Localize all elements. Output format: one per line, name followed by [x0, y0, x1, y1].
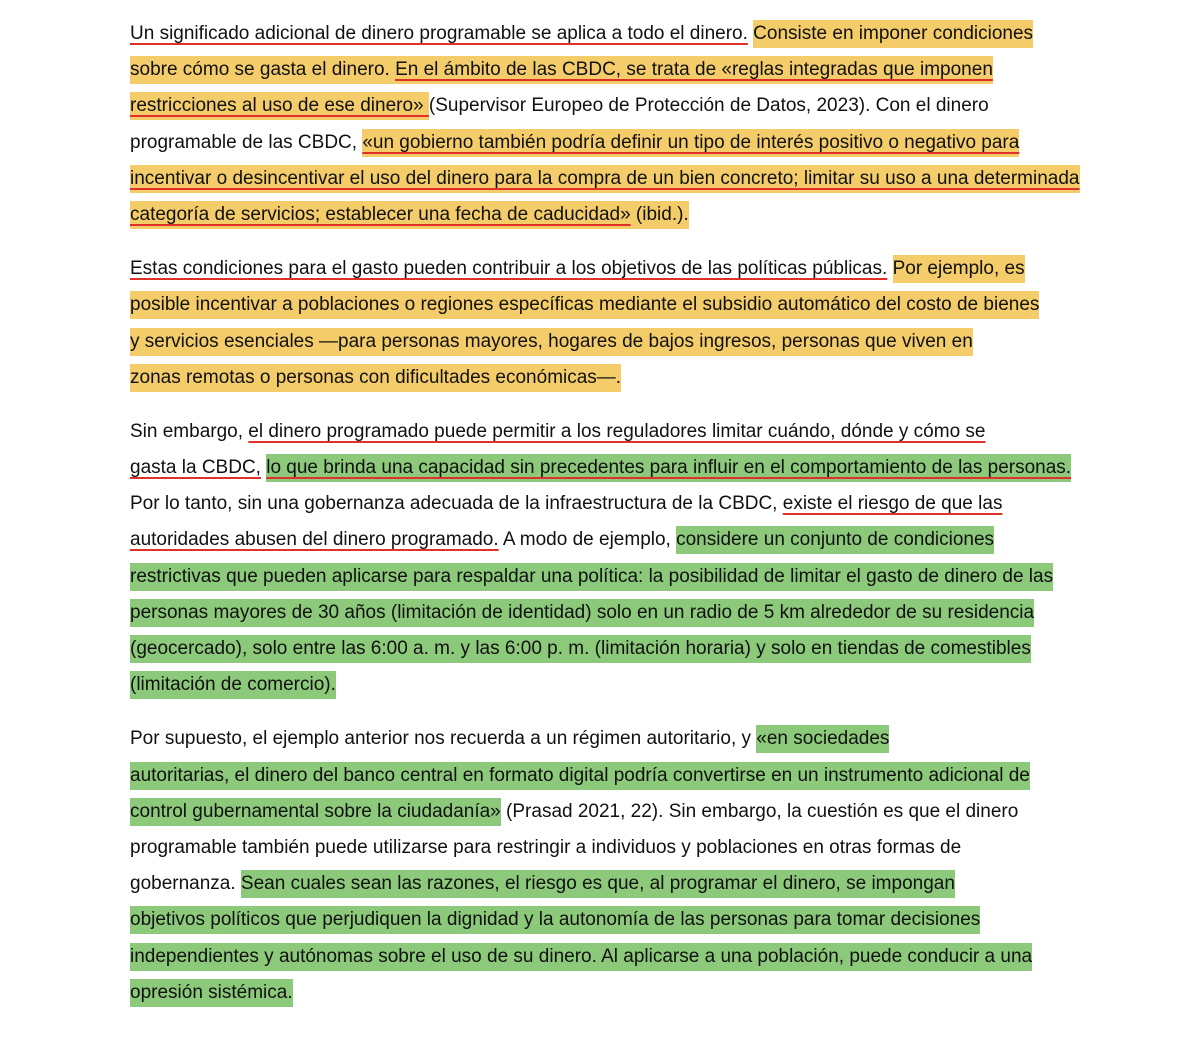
text-line — [130, 830, 1142, 866]
underlined-segment: el dinero programado puede permitir a los reguladores limitar cuándo, dónde y cómo se — [248, 420, 986, 442]
underlined-segment: existe el riesgo de que las — [782, 493, 1003, 515]
text-line — [130, 16, 1142, 52]
highlight-yellow-underlined-segment: restricciones al uso de ese dinero» — [130, 92, 429, 120]
text-segment: programable de las CBDC, — [130, 131, 363, 153]
text-line — [130, 161, 1142, 197]
highlight-green-segment: (geocercado), solo entre las 6:00 a. m. y las 6:00 p. m. (limitación horaria) y solo en tiendas de comestibles — [130, 635, 1031, 663]
highlight-green-segment: restrictivas que pueden aplicarse para respaldar una política: la posibilidad de limitar el gasto de dinero de las — [130, 563, 1053, 591]
text-line — [130, 88, 1142, 124]
highlight-yellow-underlined-segment: En el ámbito de las CBDC, se trata de «reglas integradas que imponen — [395, 56, 993, 84]
text-segment: Sin embargo, — [130, 420, 249, 442]
highlight-yellow-segment: (ibid.). — [631, 201, 689, 229]
highlight-green-segment: Sean cuales sean las razones, el riesgo es que, al programar el dinero, se impongan — [241, 870, 955, 898]
text-segment — [887, 255, 892, 283]
text-line — [130, 794, 1142, 830]
text-line — [130, 866, 1142, 902]
highlight-yellow-segment: sobre cómo se gasta el dinero. — [130, 56, 395, 84]
text-line — [130, 721, 1142, 757]
highlight-green-segment: opresión sistémica. — [130, 979, 293, 1007]
highlight-yellow-segment: Consiste en imponer condiciones — [753, 20, 1033, 48]
paragraph — [130, 414, 1142, 704]
highlight-green-segment: control gubernamental sobre la ciudadanía» — [130, 798, 501, 826]
text-segment: gobernanza. — [130, 873, 241, 895]
highlight-green-segment: considere un conjunto de condiciones — [676, 526, 994, 554]
text-segment: (Supervisor Europeo de Protección de Datos, 2023). Con el dinero — [428, 95, 989, 117]
highlight-yellow-underlined-segment: incentivar o desincentivar el uso del dinero para la compra de un bien concreto; limitar su uso a una determinada — [130, 165, 1080, 193]
text-line — [130, 197, 1142, 233]
text-segment: A modo de ejemplo, — [498, 529, 677, 551]
highlight-green-segment: objetivos políticos que perjudiquen la dignidad y la autonomía de las personas para tomar decisiones — [130, 906, 980, 934]
text-line — [130, 324, 1142, 360]
text-line — [130, 486, 1142, 522]
paragraph — [130, 16, 1142, 233]
highlight-green-segment: personas mayores de 30 años (limitación de identidad) solo en un radio de 5 km alrededor de su residencia — [130, 599, 1034, 627]
highlight-green-segment: autoritarias, el dinero del banco central en formato digital podría convertirse en un instrumento adicional de — [130, 762, 1030, 790]
highlight-yellow-segment: y servicios esenciales —para personas mayores, hogares de bajos ingresos, personas que viven en — [130, 328, 973, 356]
text-line — [130, 125, 1142, 161]
text-line — [130, 975, 1142, 1011]
text-segment: Por lo tanto, sin una gobernanza adecuada de la infraestructura de la CBDC, — [130, 493, 783, 515]
paragraph — [130, 251, 1142, 396]
paragraph — [130, 721, 1142, 1011]
text-line — [130, 360, 1142, 396]
text-segment: programable también puede utilizarse para restringir a individuos y poblaciones en otras formas de — [130, 836, 962, 858]
highlight-green-segment: «en sociedades — [756, 725, 889, 753]
highlight-green-segment: (limitación de comercio). — [130, 671, 336, 699]
text-line — [130, 52, 1142, 88]
underlined-segment: gasta la CBDC, — [130, 457, 261, 479]
text-line — [130, 251, 1142, 287]
text-line — [130, 595, 1142, 631]
document-body — [130, 16, 1142, 1029]
text-segment: Por supuesto, el ejemplo anterior nos recuerda a un régimen autoritario, y — [130, 728, 757, 750]
underlined-segment: Estas condiciones para el gasto pueden contribuir a los objetivos de las políticas públicas. — [130, 258, 888, 280]
highlight-yellow-underlined-segment: categoría de servicios; establecer una fecha de caducidad» — [130, 201, 631, 229]
text-segment: (Prasad 2021, 22). Sin embargo, la cuestión es que el dinero — [500, 800, 1019, 822]
highlight-yellow-underlined-segment: «un gobierno también podría definir un tipo de interés positivo o negativo para — [362, 129, 1019, 157]
highlight-yellow-segment: Por ejemplo, es — [893, 255, 1025, 283]
text-line — [130, 522, 1142, 558]
highlight-green-segment: independientes y autónomas sobre el uso de su dinero. Al aplicarse a una población, puede conducir a una — [130, 943, 1032, 971]
text-line — [130, 414, 1142, 450]
text-line — [130, 450, 1142, 486]
underlined-segment: autoridades abusen del dinero programado. — [130, 529, 499, 551]
text-line — [130, 559, 1142, 595]
text-line — [130, 758, 1142, 794]
text-line — [130, 631, 1142, 667]
highlight-green-underlined-segment: lo que brinda una capacidad sin precedentes para influir en el comportamiento de las personas. — [266, 454, 1071, 482]
highlight-yellow-segment: posible incentivar a poblaciones o regiones específicas mediante el subsidio automático del costo de bienes — [130, 291, 1039, 319]
text-line — [130, 667, 1142, 703]
text-line — [130, 902, 1142, 938]
text-line — [130, 939, 1142, 975]
highlight-yellow-segment: zonas remotas o personas con dificultades económicas—. — [130, 364, 621, 392]
text-line — [130, 287, 1142, 323]
underlined-segment: Un significado adicional de dinero programable se aplica a todo el dinero. — [130, 23, 748, 44]
